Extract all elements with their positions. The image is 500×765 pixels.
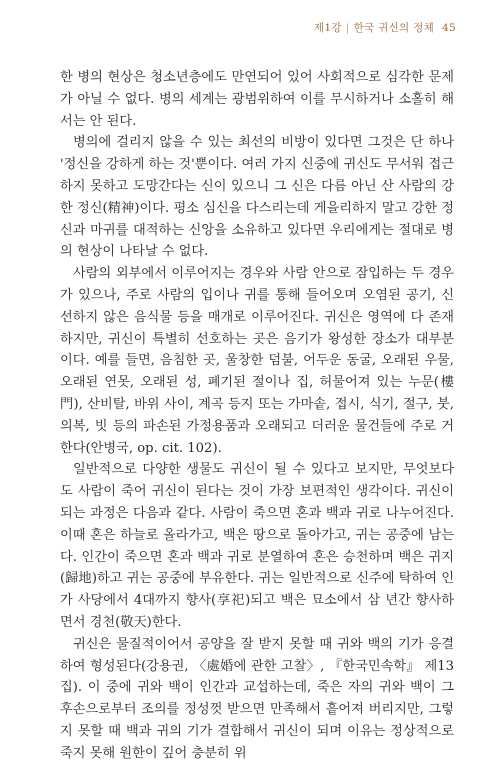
- chapter-title: 한국 귀신의 정체: [353, 22, 435, 34]
- running-header: [314, 20, 456, 35]
- body-text: [60, 67, 454, 765]
- page-number: 45: [442, 22, 456, 34]
- paragraph: 귀신은 물질적이어서 공양을 잘 받지 못할 때 귀와 백의 기가 응결하여 형성된다(강용권, 〈處婚에 관한 고찰〉, 『한국민속학』 제13집). 이 중에 귀와 백이 인간과 교섭하는데, 죽은 자의 귀와 백이 그 후손으로부터 조의를 정성껏 받으면 만족해서 흩어져 버리지만, 그렇지 못할 때 백과 귀의 기가 결합해서 귀신이 되며 이유는 정상적으로 죽지 못해 원한이 깊어 충분히 위: [60, 636, 454, 761]
- paragraph: 병의에 걸리지 않을 수 있는 최선의 비방이 있다면 그것은 단 하나 '정신을 강하게 하는 것'뿐이다. 여러 가지 신중에 귀신도 무서워 접근하지 못하고 도망간다는 신이 있으니 그 신은 다름 아닌 산 사람의 강한 정신(精神)이다. 평소 심신을 다스리는데 게을리하지 말고 강한 정신과 마귀를 대적하는 신앙을 소유하고 있다면 우리에게는 절대로 병의 현상이 나타날 수 없다.: [60, 135, 454, 260]
- chapter-label: 제1강: [313, 22, 342, 34]
- paragraph: 일반적으로 다양한 생물도 귀신이 될 수 있다고 보지만, 무엇보다도 사람이 죽어 귀신이 된다는 것이 가장 보편적인 생각이다. 귀신이 되는 과정은 다음과 같다. 사람이 죽으면 혼과 백과 귀로 나누어진다. 이때 혼은 하늘로 올라가고, 백은 땅으로 돌아가고, 귀는 공중에 남는다. 인간이 죽으면 혼과 백과 귀로 분열하여 혼은 승천하며 백은 귀지(歸地)하고 귀는 공중에 부유한다. 귀는 일반적으로 신주에 탁하여 인가 사당에서 4대까지 향사(享祀)되고 백은 묘소에서 삼 년간 향사하면서 경천(敬天)한다.: [60, 462, 454, 630]
- paragraph: 사람의 외부에서 이루어지는 경우와 사람 안으로 잠입하는 두 경우가 있으나, 주로 사람의 입이나 귀를 통해 들어오며 오염된 공기, 신선하지 않은 음식물 등을 매개로 이루어진다. 귀신은 영역에 다 존재하지만, 귀신이 특별히 선호하는 곳은 음기가 왕성한 장소가 대부분이다. 예를 들면, 음침한 곳, 울창한 덤불, 어두운 동굴, 오래된 우물, 오래된 연못, 오래된 성, 폐기된 절이나 집, 허물어져 있는 누문(樓門), 산비탈, 바위 사이, 계곡 등지 또는 가마솥, 접시, 식기, 절구, 붓, 의복, 빗 등의 파손된 가정용품과 오래되고 더러운 물건들에 주로 거한다(안병국, op. cit. 102).: [60, 266, 454, 456]
- paragraph: 한 병의 현상은 청소년층에도 만연되어 있어 사회적으로 심각한 문제가 아닐 수 없다. 병의 세계는 광범위하여 이를 무시하거나 소홀히 해서는 안 된다.: [60, 70, 454, 129]
- header-separator: |: [345, 22, 350, 34]
